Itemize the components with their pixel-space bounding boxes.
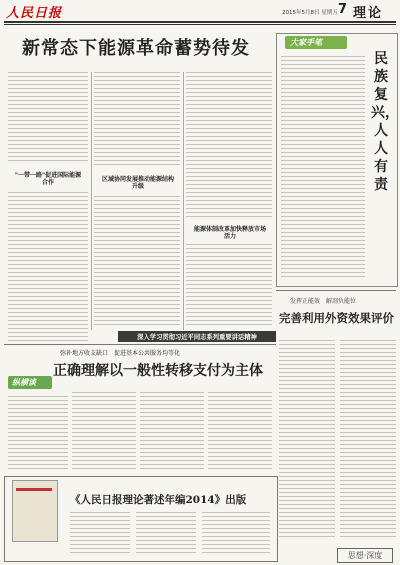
series-label: 深入学习贯彻习近平同志系列重要讲话精神 <box>137 334 257 341</box>
article2-body-col3 <box>140 392 204 470</box>
newspaper-logo: 人民日报 <box>6 6 63 21</box>
article1-body-col1 <box>8 72 88 164</box>
article2-body-col2 <box>72 392 136 470</box>
article3-kicker: 发挥正能效 解剖负能位 <box>290 298 357 305</box>
article1-body-col1b <box>8 192 88 348</box>
ad-body-col1 <box>70 512 130 554</box>
opinion-tag-text: 纵横谈 <box>12 377 36 387</box>
column-divider <box>91 72 92 330</box>
masthead-rule <box>4 21 396 23</box>
article1-body-col3b <box>186 244 272 328</box>
sidebar-banner-text: 大家手笔 <box>290 37 322 47</box>
article1-body-col2 <box>94 72 180 168</box>
article1-subhead-1: "一带一路"促进国际能源合作 <box>12 172 84 186</box>
publication-date: 2015年5月8日 星期五 <box>282 10 338 16</box>
section-rule <box>4 344 276 345</box>
article1-subhead-2: 区域协同发展推动能源结构升级 <box>101 176 174 190</box>
article2-body-col1 <box>8 396 68 470</box>
footer-logo: 思想·深度 <box>337 548 393 563</box>
sidebar-title[interactable]: 民族复兴，人人有责 <box>371 51 399 193</box>
sidebar-body <box>281 56 365 280</box>
article1-body-col3 <box>186 72 272 218</box>
article3-body-col1 <box>279 340 335 540</box>
book-cover-stripe <box>16 488 52 491</box>
article3-body-col2 <box>340 340 396 540</box>
section-name: 理论 <box>353 6 384 21</box>
ad-title[interactable]: 《人民日报理论著述年编2014》出版 <box>70 494 247 506</box>
ad-body-col3 <box>202 512 270 554</box>
article1-body-col2b <box>94 196 180 328</box>
article2-headline[interactable]: 正确理解以一般性转移支付为主体 <box>53 363 263 379</box>
article2-body-col4 <box>208 392 272 470</box>
article2-kicker: 弥补地方收支缺口 促进基本公共服务均等化 <box>60 350 181 357</box>
article1-subhead-3: 能源体制改革加快释放市场活力 <box>193 226 266 240</box>
page-number: 7 <box>338 2 348 17</box>
column-divider <box>183 72 184 330</box>
ad-body-col2 <box>136 512 196 554</box>
article3-headline[interactable]: 完善利用外资效果评价 <box>279 311 394 325</box>
article1-headline[interactable]: 新常态下能源革命蓄势待发 <box>22 38 250 59</box>
masthead-rule-thin <box>4 24 396 25</box>
section-rule <box>276 290 396 291</box>
